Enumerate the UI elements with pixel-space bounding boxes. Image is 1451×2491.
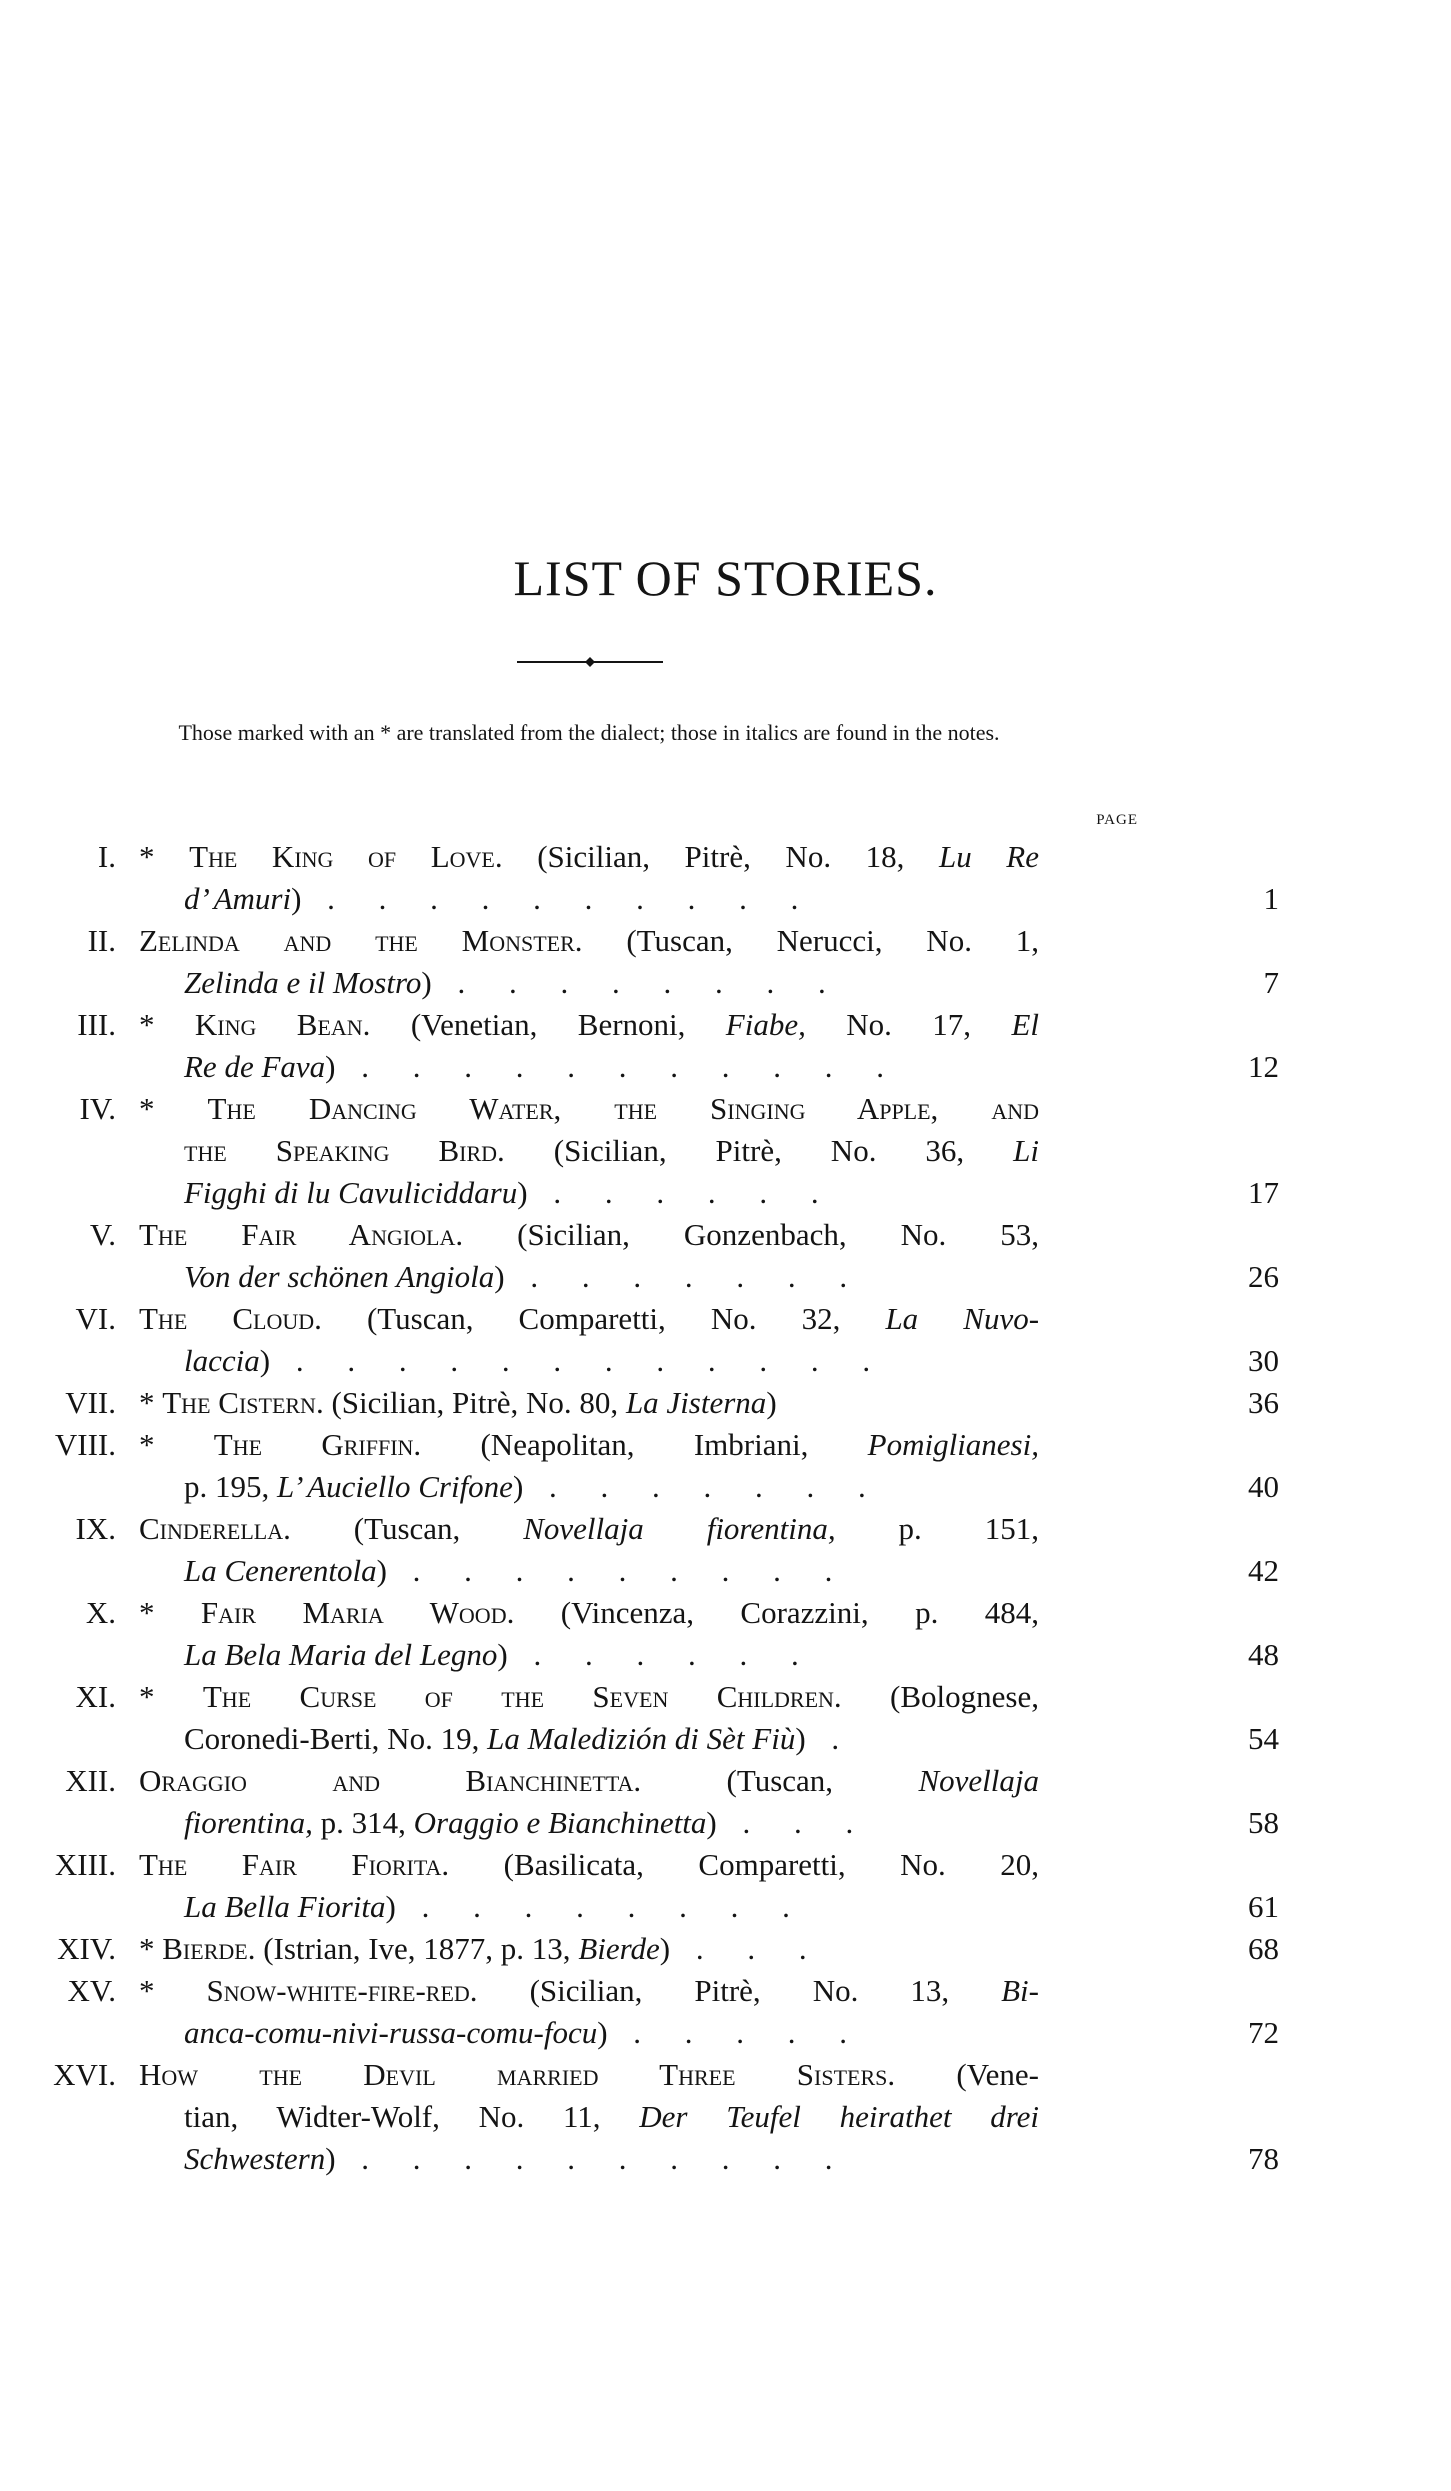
entry-segment: p. 314,	[312, 1805, 414, 1840]
italic-title: fiorentina,	[184, 1805, 313, 1840]
italic-title: Pomiglianesi,	[867, 1427, 1039, 1462]
entry-text	[139, 1676, 1279, 1760]
toc-entry	[0, 1760, 1451, 1844]
toc-entry	[0, 2054, 1451, 2180]
leader-dots: .	[805, 1721, 858, 1756]
entry-text	[139, 2054, 1279, 2180]
entry-text	[139, 1928, 1279, 1970]
entry-segment: )	[512, 1469, 524, 1504]
entry-number: II.	[87, 923, 116, 958]
entry-number: XIV.	[57, 1931, 116, 1966]
toc-entry	[0, 1214, 1451, 1298]
story-title: The Fair Angiola.	[139, 1217, 464, 1252]
italic-title: Zelinda e il Mostro	[184, 965, 422, 1000]
entry-line	[139, 1340, 1279, 1382]
italic-title: Bierde	[578, 1931, 660, 1966]
entry-segment: )	[659, 1931, 671, 1966]
leader-dots: . . . . . . . .	[431, 965, 844, 1000]
entry-line	[139, 1214, 1039, 1256]
entry-segment: (Tuscan, Nerucci, No. 1,	[582, 923, 1039, 958]
entry-segment: (Sicilian, Pitrè, No. 13,	[477, 1973, 1002, 2008]
leader-dots: . . . . . . .	[504, 1259, 866, 1294]
page-number: 42	[1248, 1553, 1279, 1588]
entry-segment: (Sicilian, Pitrè, No. 36,	[504, 1133, 1014, 1168]
page-title: LIST OF STORIES.	[513, 550, 938, 606]
entry-line	[139, 1634, 1279, 1676]
italic-title: Bi-	[1001, 1973, 1039, 2008]
italic-title: L’ Auciello Crifone	[277, 1469, 513, 1504]
entry-segment: *	[139, 1931, 163, 1966]
leader-dots: . . . . . .	[507, 1637, 817, 1672]
entry-line	[139, 1676, 1039, 1718]
entry-segment: (Tuscan, Comparetti, No. 32,	[321, 1301, 886, 1336]
entry-text	[139, 836, 1279, 920]
italic-title: La Bela Maria del Legno	[184, 1637, 498, 1672]
italic-title: La Bella Fiorita	[184, 1889, 386, 1924]
entry-text	[139, 1760, 1279, 1844]
entry-segment: (Sicilian, Pitrè, No. 80,	[323, 1385, 626, 1420]
entry-line	[139, 1046, 1279, 1088]
entry-text	[139, 920, 1279, 1004]
italic-title: Li	[1013, 1133, 1039, 1168]
entry-text	[139, 1970, 1279, 2054]
entry-number: XIII.	[54, 1847, 116, 1882]
entry-segment: )	[494, 1259, 505, 1294]
leader-dots: . . . . . . .	[523, 1469, 884, 1504]
story-title: King Bean.	[194, 1007, 371, 1042]
story-title: The King of Love.	[189, 839, 503, 874]
entry-line	[139, 1172, 1279, 1214]
entry-segment: tian, Widter-Wolf, No. 11,	[184, 2099, 640, 2134]
italic-title: Re de Fava	[184, 1049, 326, 1084]
italic-title: d’ Amuri	[184, 881, 292, 916]
leader-dots: . . . . . . . .	[395, 1889, 808, 1924]
story-title: The Griffin.	[213, 1427, 422, 1462]
toc-entry	[0, 1844, 1451, 1928]
entry-segment: *	[139, 1679, 203, 1714]
intro-note: Those marked with an * are translated from the dialect; those in italics are found in the notes.	[178, 720, 1000, 745]
entry-line	[139, 1088, 1039, 1130]
entry-segment: )	[259, 1343, 271, 1378]
leader-dots: . . .	[670, 1931, 825, 1966]
entry-segment: *	[139, 1007, 195, 1042]
entry-segment: )	[517, 1175, 528, 1210]
story-title: Snow-white-fire-red.	[206, 1973, 478, 2008]
toc-entry	[0, 1928, 1451, 1970]
entry-segment: )	[325, 1049, 336, 1084]
italic-title: Novellaja fiorentina,	[523, 1511, 836, 1546]
entry-line	[139, 2138, 1279, 2180]
entry-segment: )	[766, 1385, 777, 1420]
entry-number: XI.	[75, 1679, 116, 1714]
toc-entry	[0, 1004, 1451, 1088]
toc-entry	[0, 1592, 1451, 1676]
toc-entry	[0, 920, 1451, 1004]
entry-line	[139, 1802, 1279, 1844]
italic-title: Lu Re	[938, 839, 1040, 874]
italic-title: anca-comu-nivi-russa-comu-focu	[184, 2015, 598, 2050]
toc-entry	[0, 1088, 1451, 1214]
page-number: 17	[1248, 1175, 1279, 1210]
entry-line	[139, 878, 1279, 920]
entry-line	[139, 2012, 1279, 2054]
entry-segment: p. 151,	[835, 1511, 1039, 1546]
entry-line	[139, 1424, 1039, 1466]
story-title: Oraggio and Bianchinetta.	[139, 1763, 642, 1798]
italic-title: La Nuvo-	[885, 1301, 1040, 1336]
page-number: 61	[1248, 1889, 1279, 1924]
story-title: The Fair Fiorita.	[139, 1847, 450, 1882]
leader-dots: . . . . . . . . . . .	[335, 1049, 902, 1084]
entry-line	[139, 1970, 1039, 2012]
entry-text	[139, 1214, 1279, 1298]
story-title: How the Devil married Three Sisters.	[139, 2057, 896, 2092]
entry-line	[139, 1298, 1039, 1340]
entry-number: XII.	[65, 1763, 116, 1798]
page-number: 78	[1248, 2141, 1279, 2176]
entry-text	[139, 1088, 1279, 1214]
entry-number: III.	[77, 1007, 116, 1042]
italic-title: La Jisterna	[625, 1385, 767, 1420]
story-title: Zelinda and the Monster.	[139, 923, 583, 958]
page-number: 36	[1248, 1385, 1279, 1420]
entry-number: XV.	[67, 1973, 116, 2008]
story-title: Bierde.	[162, 1931, 256, 1966]
entry-segment: (Tuscan,	[290, 1511, 524, 1546]
entry-number: XVI.	[53, 2057, 116, 2092]
entry-line	[139, 1466, 1279, 1508]
italic-title: Oraggio e Bianchinetta	[413, 1805, 707, 1840]
entry-line	[139, 1550, 1279, 1592]
entry-line	[139, 1844, 1039, 1886]
entry-line	[139, 1718, 1279, 1760]
entry-text	[139, 1424, 1279, 1508]
page-number: 7	[1263, 965, 1279, 1000]
italic-title: La Cenerentola	[184, 1553, 377, 1588]
entry-line	[139, 1886, 1279, 1928]
entry-line	[139, 1760, 1039, 1802]
entry-line	[139, 1382, 1279, 1424]
entry-line	[139, 1592, 1039, 1634]
page-number: 40	[1248, 1469, 1279, 1504]
story-title: The Cloud.	[139, 1301, 322, 1336]
toc-entry	[0, 1508, 1451, 1592]
entry-segment: )	[421, 965, 432, 1000]
entry-segment: (Sicilian, Pitrè, No. 18,	[502, 839, 939, 874]
entry-text	[139, 1592, 1279, 1676]
italic-title: Schwestern	[184, 2141, 326, 2176]
entry-line	[139, 1130, 1039, 1172]
story-title: The Dancing Water, the Singing Apple, and	[207, 1091, 1040, 1126]
page-number: 72	[1248, 2015, 1279, 2050]
entry-line	[139, 1508, 1039, 1550]
entry-segment: (Bolognese,	[841, 1679, 1039, 1714]
entry-segment: )	[597, 2015, 608, 2050]
entry-line	[139, 2054, 1039, 2096]
toc-entry	[0, 1298, 1451, 1382]
entry-segment: )	[291, 881, 302, 916]
entry-segment: )	[325, 2141, 336, 2176]
entry-number: I.	[97, 839, 116, 874]
italic-title: Novellaja	[918, 1763, 1039, 1798]
entry-line	[139, 1256, 1279, 1298]
entry-segment: (Tuscan,	[641, 1763, 919, 1798]
toc-entry	[0, 1424, 1451, 1508]
entry-number: V.	[89, 1217, 116, 1252]
page-number: 12	[1248, 1049, 1279, 1084]
page-number: 54	[1248, 1721, 1279, 1756]
entry-text	[139, 1844, 1279, 1928]
page-number: 48	[1248, 1637, 1279, 1672]
italic-title: laccia	[184, 1343, 260, 1378]
page-number: 30	[1248, 1343, 1279, 1378]
story-title: The Cistern.	[162, 1385, 324, 1420]
entry-text	[139, 1004, 1279, 1088]
entry-number: VII.	[65, 1385, 116, 1420]
toc-entry	[0, 1676, 1451, 1760]
entry-segment: *	[139, 1385, 163, 1420]
entry-segment: p. 195,	[184, 1469, 277, 1504]
story-title: Cinderella.	[139, 1511, 291, 1546]
entry-number: X.	[85, 1595, 116, 1630]
entry-segment: *	[139, 1973, 207, 2008]
page-number: 1	[1263, 881, 1279, 916]
entry-segment: *	[139, 839, 190, 874]
story-title: the Speaking Bird.	[184, 1133, 505, 1168]
entry-line	[139, 1928, 1279, 1970]
entry-segment: )	[376, 1553, 387, 1588]
page-column-header: PAGE	[1096, 812, 1138, 828]
leader-dots: . . . . . . . . . . . .	[270, 1343, 889, 1378]
entry-segment: )	[497, 1637, 508, 1672]
entry-segment: (Venetian, Bernoni,	[370, 1007, 726, 1042]
italic-title: Der Teufel heirathet drei	[639, 2099, 1039, 2134]
toc-entry	[0, 1382, 1451, 1424]
entry-segment: *	[139, 1595, 201, 1630]
italic-title: Fiabe,	[725, 1007, 806, 1042]
italic-title: La Maledizión di Sèt Fiù	[487, 1721, 796, 1756]
entry-segment: *	[139, 1427, 214, 1462]
entry-segment: )	[706, 1805, 717, 1840]
entry-line	[139, 836, 1039, 878]
entry-line	[139, 1004, 1039, 1046]
entry-segment: )	[795, 1721, 806, 1756]
page-number: 58	[1248, 1805, 1279, 1840]
italic-title: El	[1011, 1007, 1040, 1042]
ornament-divider	[517, 656, 663, 668]
entry-segment: *	[139, 1091, 208, 1126]
leader-dots: . . . . . . . . . .	[335, 2141, 851, 2176]
entry-segment: )	[385, 1889, 396, 1924]
entry-line	[139, 920, 1039, 962]
toc-entry	[0, 836, 1451, 920]
page-number: 68	[1248, 1931, 1279, 1966]
toc-entry	[0, 1970, 1451, 2054]
page-number: 26	[1248, 1259, 1279, 1294]
story-title: Fair Maria Wood.	[200, 1595, 515, 1630]
entry-number: VI.	[75, 1301, 116, 1336]
entry-number: IV.	[79, 1091, 116, 1126]
entry-segment: (Istrian, Ive, 1877, p. 13,	[255, 1931, 579, 1966]
entry-text	[139, 1382, 1279, 1424]
entry-text	[139, 1298, 1279, 1382]
entry-segment: (Basilicata, Comparetti, No. 20,	[449, 1847, 1039, 1882]
table-of-contents	[0, 836, 1451, 2180]
leader-dots: . . . . .	[607, 2015, 866, 2050]
entry-segment: (Sicilian, Gonzenbach, No. 53,	[463, 1217, 1039, 1252]
italic-title: Figghi di lu Cavuliciddaru	[184, 1175, 518, 1210]
leader-dots: . . . . . .	[527, 1175, 837, 1210]
entry-text	[139, 1508, 1279, 1592]
entry-number: VIII.	[54, 1427, 116, 1462]
entry-line	[139, 962, 1279, 1004]
entry-segment: (Neapolitan, Imbriani,	[421, 1427, 868, 1462]
entry-segment: (Vincenza, Corazzini, p. 484,	[514, 1595, 1039, 1630]
entry-segment: Coronedi-Berti, No. 19,	[184, 1721, 488, 1756]
entry-line	[139, 2096, 1039, 2138]
leader-dots: . . .	[716, 1805, 872, 1840]
leader-dots: . . . . . . . . . .	[301, 881, 817, 916]
story-title: The Curse of the Seven Children.	[202, 1679, 842, 1714]
entry-segment: (Vene-	[895, 2057, 1039, 2092]
italic-title: Von der schönen Angiola	[184, 1259, 495, 1294]
leader-dots: . . . . . . . . .	[386, 1553, 851, 1588]
entry-number: IX.	[75, 1511, 116, 1546]
entry-segment: No. 17,	[805, 1007, 1012, 1042]
